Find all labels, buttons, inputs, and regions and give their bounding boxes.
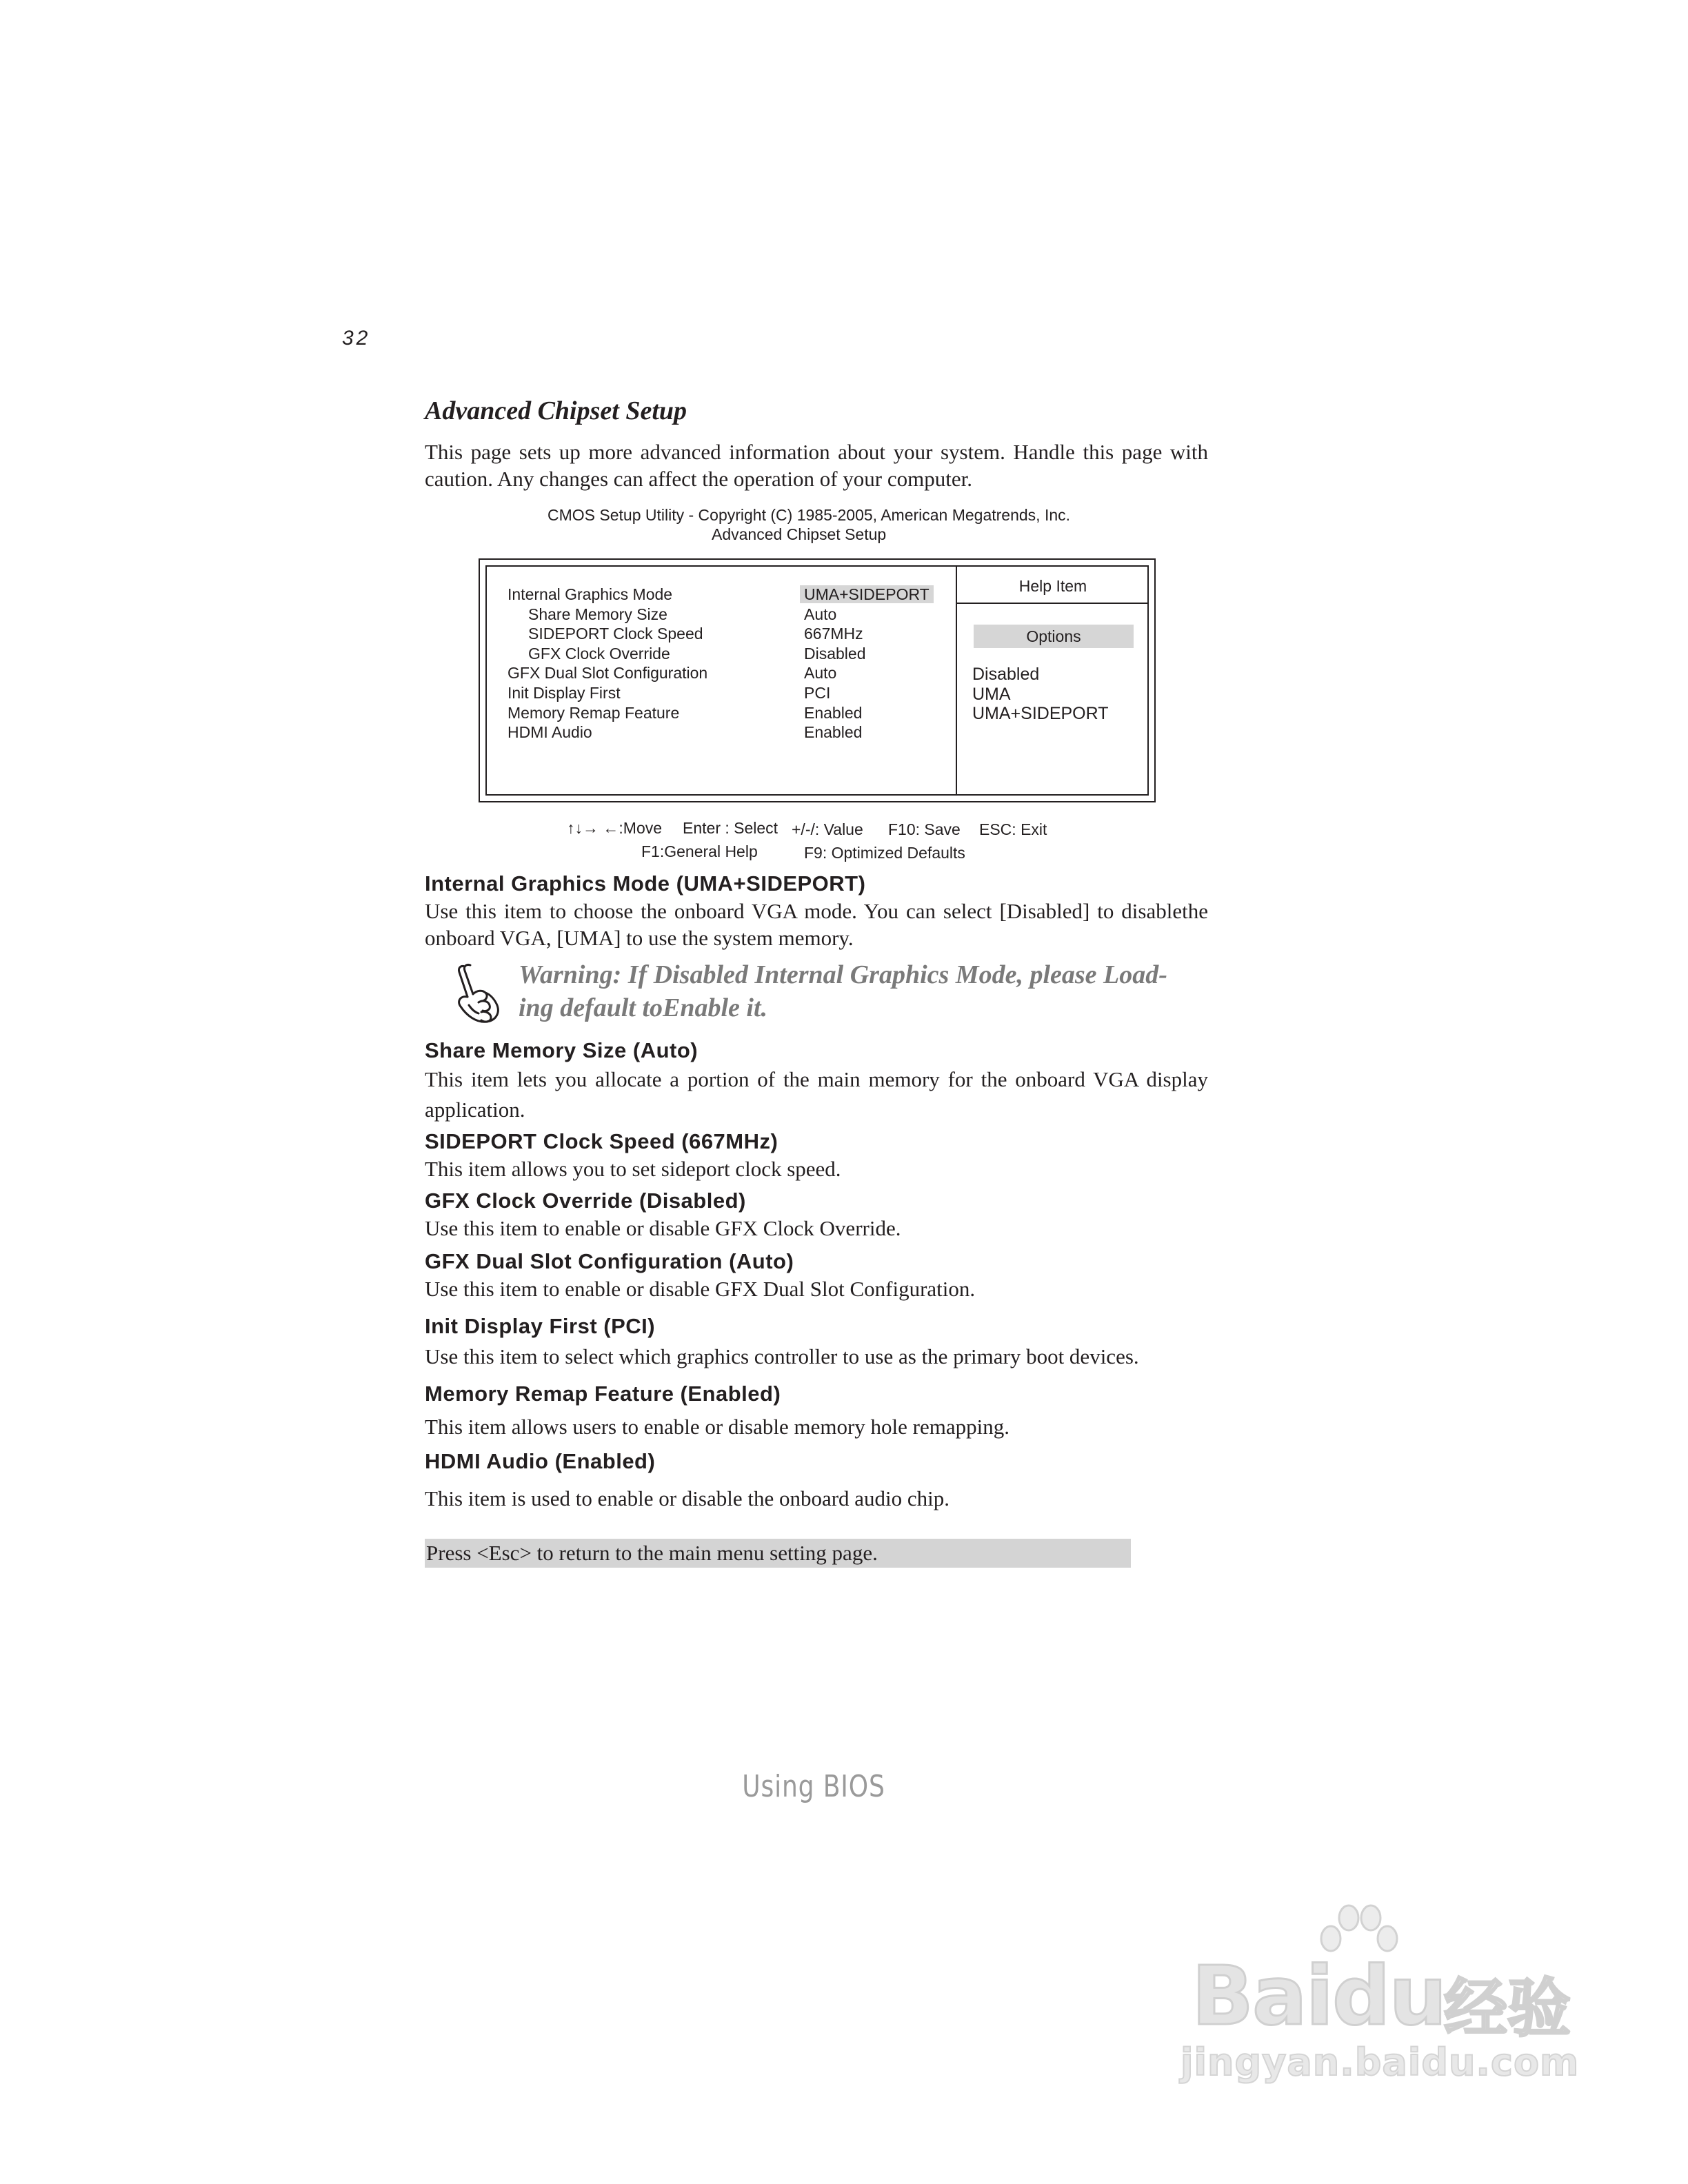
section-heading: GFX Clock Override (Disabled) xyxy=(425,1189,746,1213)
warning-note: Warning: If Disabled Internal Graphics Mode, please Load- ing default toEnable it. xyxy=(519,960,1167,1022)
key-move: ↑↓→ ←:Move xyxy=(567,819,663,837)
bios-item-labels xyxy=(508,585,707,742)
bios-value[interactable]: Auto xyxy=(804,664,837,682)
section-text: This item is used to enable or disable the onboard audio chip. xyxy=(425,1486,950,1510)
pointing-hand-icon xyxy=(451,961,503,1030)
bios-item-share-memory-size[interactable]: Share Memory Size xyxy=(528,605,667,623)
key-value: +/-/: Value xyxy=(792,820,863,838)
bios-panel-divider xyxy=(956,565,957,796)
bios-item-internal-graphics-mode[interactable]: Internal Graphics Mode xyxy=(508,585,673,603)
bios-item-sideport-clock-speed[interactable]: SIDEPORT Clock Speed xyxy=(528,625,703,643)
bios-value-selected[interactable]: UMA+SIDEPORT xyxy=(800,585,934,603)
section-text: This item lets you allocate a portion of the main memory for the onboard VGA display application. xyxy=(425,1067,1208,1122)
section-text: Use this item to choose the onboard VGA mode. You can select [Disabled] to disablethe onboard VGA, [UMA] to use the system memory. xyxy=(425,899,1208,950)
key-save: F10: Save xyxy=(888,820,961,838)
watermark-logo-cn: 经验 xyxy=(1444,1972,1571,2045)
bios-item-memory-remap[interactable]: Memory Remap Feature xyxy=(508,703,680,722)
bios-item-hdmi-audio[interactable]: HDMI Audio xyxy=(508,723,592,742)
section-text: Use this item to enable or disable GFX Dual Slot Configuration. xyxy=(425,1277,976,1301)
bios-item-init-display-first[interactable]: Init Display First xyxy=(508,683,621,702)
bios-item-gfx-clock-override[interactable]: GFX Clock Override xyxy=(528,644,670,663)
key-exit: ESC: Exit xyxy=(979,820,1047,838)
section-heading: HDMI Audio (Enabled) xyxy=(425,1449,656,1473)
watermark-logo: Baidu xyxy=(1192,1948,1446,2043)
section-heading: Internal Graphics Mode (UMA+SIDEPORT) xyxy=(425,871,866,896)
bios-caption-copyright: CMOS Setup Utility - Copyright (C) 1985-2005, American Megatrends, Inc. xyxy=(547,506,1071,524)
bios-value[interactable]: 667MHz xyxy=(804,625,863,643)
page-number: 32 xyxy=(342,327,371,350)
section-heading: Init Display First (PCI) xyxy=(425,1314,656,1338)
return-note-bar: Press <Esc> to return to the main menu setting page. xyxy=(425,1539,1131,1568)
option-item[interactable]: Disabled xyxy=(972,665,1040,684)
section-text: This item allows users to enable or disable memory hole remapping. xyxy=(425,1415,1009,1439)
bios-item-values xyxy=(804,585,934,742)
section-text: Use this item to enable or disable GFX Clock Override. xyxy=(425,1216,901,1240)
bios-value[interactable]: Enabled xyxy=(804,723,863,742)
key-select: Enter : Select xyxy=(683,819,778,837)
chapter-footer: Using BIOS xyxy=(742,1769,885,1804)
key-general-help: F1:General Help xyxy=(641,842,758,860)
intro-paragraph: This page sets up more advanced information about your system. Handle this page with caution. Any changes can affect the operation of your computer. xyxy=(425,440,1208,491)
options-list xyxy=(972,665,1109,724)
options-label: Options xyxy=(974,625,1134,648)
help-item-title: Help Item xyxy=(1018,577,1087,595)
section-text: This item allows you to set sideport clock speed. xyxy=(425,1157,841,1181)
section-heading: Memory Remap Feature (Enabled) xyxy=(425,1382,781,1406)
page-title: Advanced Chipset Setup xyxy=(425,396,687,425)
option-item[interactable]: UMA xyxy=(972,684,1011,704)
watermark-url: jingyan.baidu.com xyxy=(1180,2041,1580,2084)
bios-value[interactable]: Enabled xyxy=(804,703,863,722)
bios-value[interactable]: PCI xyxy=(804,683,831,702)
bios-item-gfx-dual-slot[interactable]: GFX Dual Slot Configuration xyxy=(508,664,708,682)
key-optimized-defaults: F9: Optimized Defaults xyxy=(804,844,965,862)
bios-caption-title: Advanced Chipset Setup xyxy=(712,525,887,543)
section-heading: GFX Dual Slot Configuration (Auto) xyxy=(425,1249,794,1273)
help-header-divider xyxy=(957,603,1149,604)
section-text: Use this item to select which graphics controller to use as the primary boot devices. xyxy=(425,1344,1139,1368)
section-heading: SIDEPORT Clock Speed (667MHz) xyxy=(425,1129,778,1153)
bios-value[interactable]: Auto xyxy=(804,605,837,623)
section-heading: Share Memory Size (Auto) xyxy=(425,1038,699,1062)
option-item[interactable]: UMA+SIDEPORT xyxy=(972,704,1109,724)
bios-value[interactable]: Disabled xyxy=(804,644,866,663)
